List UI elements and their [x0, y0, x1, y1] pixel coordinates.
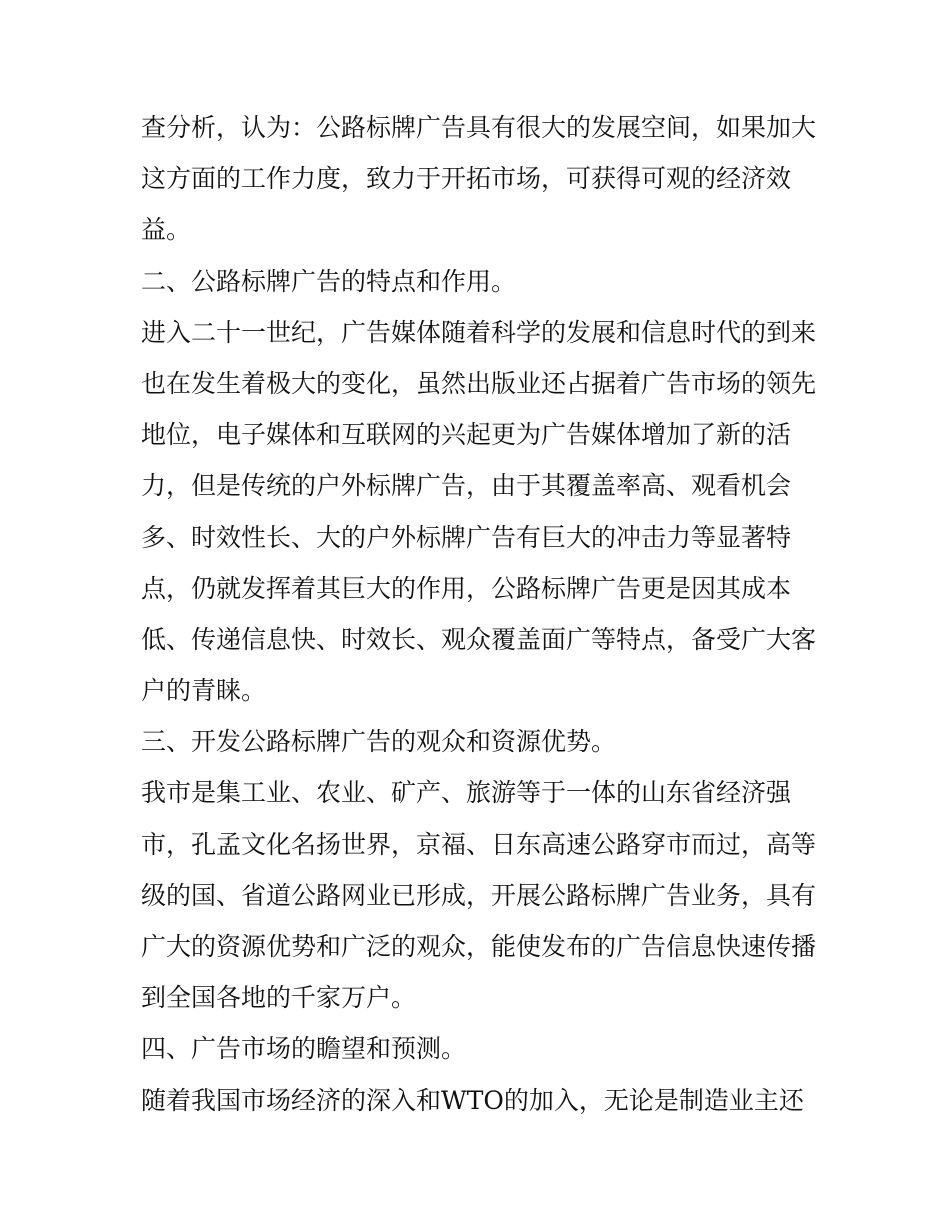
text-line: 户的青睐。 [141, 676, 267, 706]
text-line: 随着我国市场经济的深入和WTO的加入，无论是制造业主还 [141, 1085, 804, 1115]
text-line: 我市是集工业、农业、矿产、旅游等于一体的山东省经济强 [141, 778, 792, 808]
text-line: 级的国、省道公路网业已形成，开展公路标牌广告业务，具有 [141, 880, 817, 910]
text-line: 市，孔孟文化名扬世界，京福、日东高速公路穿市而过，高等 [141, 829, 817, 859]
section-heading: 三、开发公路标牌广告的观众和资源优势。 [141, 727, 617, 757]
text-line: 也在发生着极大的变化，虽然出版业还占据着广告市场的领先 [141, 368, 817, 398]
text-line: 低、传递信息快、时效长、观众覆盖面广等特点，备受广大客 [141, 624, 817, 654]
text-line: 益。 [141, 215, 192, 245]
text-line: 查分析，认为：公路标牌广告具有很大的发展空间，如果加大 [141, 113, 817, 142]
section-heading: 四、广告市场的瞻望和预测。 [141, 1034, 467, 1064]
text-line: 力，但是传统的户外标牌广告，由于其覆盖率高、观看机会 [141, 471, 792, 501]
text-line: 到全国各地的千家万户。 [141, 983, 417, 1013]
text-line: 地位，电子媒体和互联网的兴起更为广告媒体增加了新的活 [141, 420, 792, 450]
text-line: 进入二十一世纪，广告媒体随着科学的发展和信息时代的到来 [141, 317, 817, 347]
text-line: 多、时效性长、大的户外标牌广告有巨大的冲击力等显著特 [141, 522, 792, 552]
text-line: 这方面的工作力度，致力于开拓市场，可获得可观的经济效 [141, 164, 792, 194]
section-heading: 二、公路标牌广告的特点和作用。 [141, 266, 517, 296]
text-line: 广大的资源优势和广泛的观众，能使发布的广告信息快速传播 [141, 932, 817, 961]
text-line: 点，仍就发挥着其巨大的作用，公路标牌广告更是因其成本 [141, 573, 792, 603]
body-text [141, 102, 821, 1126]
